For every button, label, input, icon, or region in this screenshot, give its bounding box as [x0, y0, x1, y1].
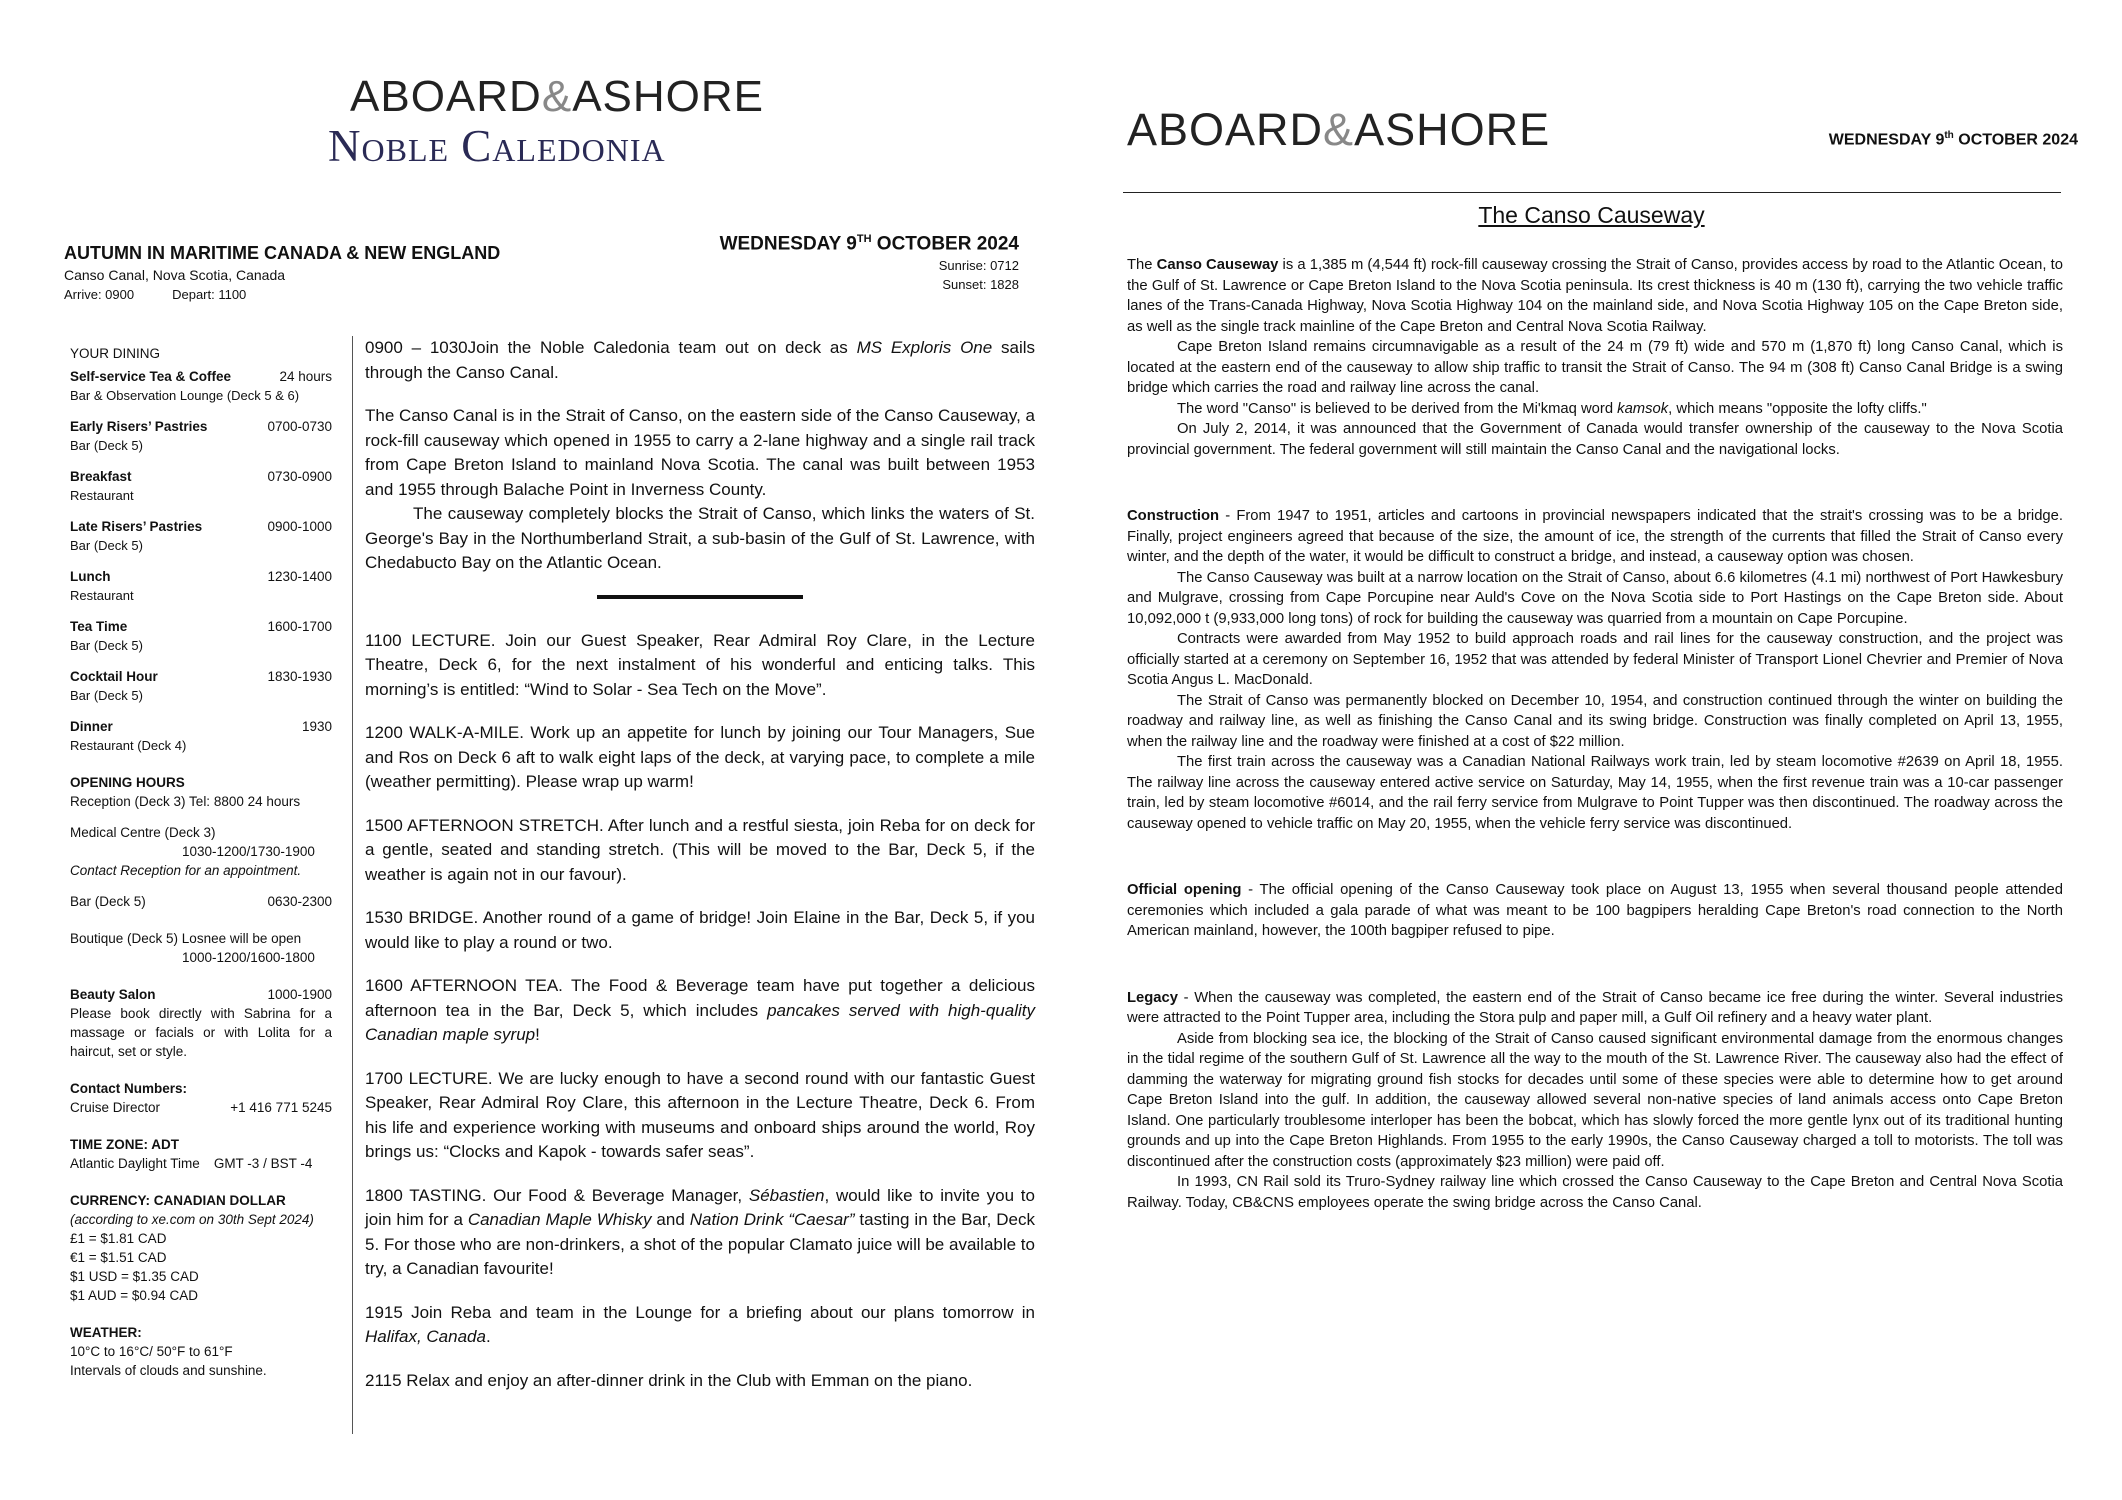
bar-hours: Bar (Deck 5) 0630-2300 — [70, 894, 332, 909]
dining-item: Tea Time 1600-1700 Bar (Deck 5) — [70, 619, 332, 653]
dining-heading: YOUR DINING — [70, 346, 161, 361]
legacy-paragraph: In 1993, CN Rail sold its Truro-Sydney railway line which crossed the Canso Causeway to the Cape Breton and Central Nova Scotia Railway. Today, CB&CNS employees operate the swing bridge across the Canso Canal. — [1127, 1174, 2063, 1211]
medical-centre-hours: Medical Centre (Deck 3) 1030-1200/1730-1900 Contact Reception for an appointment. — [70, 825, 315, 878]
dining-section — [70, 344, 332, 363]
trip-times: Arrive: 0900 Depart: 1100 — [64, 287, 247, 302]
daily-programme — [365, 336, 1035, 1412]
column-divider — [352, 336, 353, 1434]
dining-item: Lunch 1230-1400 Restaurant — [70, 569, 332, 603]
trip-title: AUTUMN IN MARITIME CANADA & NEW ENGLAND — [64, 243, 501, 263]
construction-paragraph: Contracts were awarded from May 1952 to build approach roads and rail lines for the causeway construction, and the project was officially started at a ceremony on September 16, 1952 that was attended by federal Minister of Transport Lionel Chevrier and Premier of Nova Scotia Angus L. MacDonald. — [1127, 631, 2063, 688]
legacy-section: Legacy - When the causeway was completed, the eastern end of the Strait of Canso became ice free during the winter. Several industries were attracted to the Point Tupper area, including the Stora pulp and paper mill, a Gulf Oil refinery and a heavy water plant. — [1127, 989, 2063, 1026]
intro-paragraph: Cape Breton Island remains circumnavigable as a result of the 24 m (79 ft) wide and 570 m (1,870 ft) long Canso Canal, which is located at the eastern end of the causeway to allow ship traffic to transit the Strait of Canso. The 94 m (308 ft) Canso Canal Bridge is a swing bridge which carries the road and railway line across the canal. — [1127, 339, 2063, 396]
sunset-time: Sunset: 1828 — [942, 277, 1019, 292]
reception-hours: Reception (Deck 3) Tel: 8800 24 hours — [70, 794, 301, 809]
construction-section: Construction - From 1947 to 1951, articles and cartoons in provincial newspapers indicated that the strait's crossing was to be a bridge. Finally, project engineers agreed that because of the size, the amount of ice, the strength of the currents that filled the Strait of Canso every winter, and the depth of the water, it would be difficult to construct a bridge, and instead, a causeway option was chosen. — [1127, 508, 2063, 565]
canal-description: The Canso Canal is in the Strait of Canso, on the eastern side of the Canso Causeway, a rock-fill causeway which opened in 1955 to carry a 2-lane highway and a single rail track from Cape Breton Island to mainland Nova Scotia. The canal was built between 1953 and 1955 through Balache Point in Inverness County. — [365, 406, 1035, 499]
dining-item: Breakfast 0730-0900 Restaurant — [70, 469, 332, 503]
official-opening-section: Official opening - The official opening of the Canso Causeway took place on August 13, 1955 when several thousand people attended ceremonies which included a gala parade of what was meant to be 100 bagpipers heralding Cape Breton's road connection to the North American mainland, however, the 100th bagpiper refused to pipe. — [1127, 882, 2063, 939]
legacy-paragraph: Aside from blocking sea ice, the blocking of the Strait of Canso caused significant environmental damage from the enormous changes in the tidal regime of the southern Gulf of St. Lawrence all the way to the mouth of the St. Lawrence River. The causeway also had the effect of damming the waterway for migrating ground fish stocks for decades until some of these species were able to determine how to get around Cape Breton Island into the gulf. In addition, the causeway allowed several non-native species of land animals access onto Cape Breton Island. One particularly troublesome interloper has been the bobcat, which has slowly forced the more gentle lynx out of its traditional hunting grounds and up into the Cape Breton Highlands. From 1955 to the early 1990s, the Canso Causeway charged a toll to motorists. The toll was discontinued after the construction costs (approximately $23 million) were paid off. — [1127, 1030, 2063, 1170]
beauty-salon: Beauty Salon 1000-1900 Please book directly with Sabrina for a massage or facials or with Lolita for a haircut, set or style. — [70, 987, 332, 1059]
info-sidebar — [70, 344, 332, 1392]
article-body — [1127, 255, 2063, 1213]
construction-paragraph: The first train across the causeway was a Canadian National Railways work train, led by steam locomotive #2639 on April 18, 1955. The railway line across the causeway entered active service on Saturday, May 14, 1955, when the first revenue train was a 10-car passenger train, led by steam locomotive #6014, and the rail ferry service from Mulgrave to Point Tupper was then discontinued. The roadway across the causeway opened to vehicle traffic on May 20, 1955, when the vehicle ferry service was discontinued. — [1127, 754, 2063, 832]
header-rule — [1123, 192, 2061, 193]
weather: WEATHER: 10°C to 16°C/ 50°F to 61°F Intervals of clouds and sunshine. — [70, 1325, 267, 1378]
event-1915: 1915 Join Reba and team in the Lounge for a briefing about our plans tomorrow in Halifax, Canada. — [365, 1302, 1035, 1346]
construction-paragraph: The Strait of Canso was permanently blocked on December 10, 1954, and construction continued through the winter on building the roadway and railway line, as well as finishing the Canso Canal and its swing bridge. Construction was finally completed on April 13, 1955, when the railway line and the roadway were finished at a cost of $22 million. — [1127, 692, 2063, 750]
event-sail-canal: 0900 – 1030Join the Noble Caledonia team out on deck as MS Exploris One sails through the Canso Canal. — [365, 338, 1035, 382]
brand-logo-noble-caledonia: Noble Caledonia — [328, 121, 666, 171]
boutique-hours: Boutique (Deck 5) Losnee will be open 1000-1200/1600-1800 — [70, 931, 315, 965]
dining-item: Dinner 1930 Restaurant (Deck 4) — [70, 719, 332, 753]
event-1600: 1600 AFTERNOON TEA. The Food & Beverage team have put together a delicious afternoon tea in the Bar, Deck 5, which includes pancakes served with high-quality Canadian maple syrup! — [365, 976, 1036, 1044]
section-separator — [597, 595, 803, 599]
causeway-description: The causeway completely blocks the Strait of Canso, which links the waters of St. George's Bay in the Northumberland Strait, a sub-basin of the Gulf of St. Lawrence, with Chedabucto Bay on the Atlantic Ocean. — [365, 504, 1035, 572]
dining-item: Self-service Tea & Coffee 24 hours Bar & Observation Lounge (Deck 5 & 6) — [70, 369, 332, 403]
dining-item: Late Risers’ Pastries 0900-1000 Bar (Deck 5) — [70, 519, 332, 553]
page-date: WEDNESDAY 9TH OCTOBER 2024 — [719, 233, 1019, 255]
event-1200: 1200 WALK-A-MILE. Work up an appetite for lunch by joining our Tour Managers, Sue and Ros on Deck 6 aft to walk eight laps of the deck, at varying pace, to complete a mile (weather permitting). Please wrap up warm! — [365, 723, 1035, 791]
currency: CURRENCY: CANADIAN DOLLAR (according to xe.com on 30th Sept 2024) £1 = $1.81 CAD €1 = $1.51 CAD $1 USD = $1.35 CAD $1 AUD = $0.94 CAD — [70, 1193, 314, 1303]
brand-logo-aboard-ashore: ABOARD&ASHORE — [350, 72, 765, 121]
time-zone: TIME ZONE: ADT Atlantic Daylight Time GMT -3 / BST -4 — [70, 1137, 313, 1171]
construction-paragraph: The Canso Causeway was built at a narrow location on the Strait of Canso, about 6.6 kilometres (4.1 mi) northwest of Port Hawkesbury and Mulgrave, crossing from Cape Porcupine near Auld's Cove on the Nova Scotia side to Port Hastings on the Cape Breton side. About 10,092,000 t (9,933,000 long tons) of rock for building the causeway was quarried from a mountain on Cape Porcupine. — [1127, 569, 2063, 627]
page-date: WEDNESDAY 9th OCTOBER 2024 — [1828, 130, 2078, 149]
dining-item: Early Risers’ Pastries 0700-0730 Bar (Deck 5) — [70, 419, 332, 453]
sunrise-time: Sunrise: 0712 — [938, 258, 1019, 273]
event-2115: 2115 Relax and enjoy an after-dinner drink in the Club with Emman on the piano. — [365, 1370, 973, 1390]
event-1800: 1800 TASTING. Our Food & Beverage Manager, Sébastien, would like to invite you to join him for a Canadian Maple Whisky and Nation Drink “Caesar” tasting in the Bar, Deck 5. For those who are non-drinkers, a shot of the popular Clamato juice will be available to try, a Canadian favourite! — [365, 1185, 1036, 1278]
opening-hours-section: OPENING HOURS Reception (Deck 3) Tel: 8800 24 hours — [70, 773, 332, 811]
trip-location: Canso Canal, Nova Scotia, Canada — [64, 267, 286, 283]
intro-paragraph: The Canso Causeway is a 1,385 m (4,544 ft) rock-fill causeway crossing the Strait of Canso, provides access by road to the Atlantic Ocean, to the Gulf of St. Lawrence or Cape Breton Island to the Nova Scotia peninsula. Its crest thickness is 40 m (130 ft), carrying the two vehicle traffic lanes of the Trans-Canada Highway, Nova Scotia Highway 104 on the mainland side, and Nova Scotia Highway 105 on the Cape Breton side, as well as the single track mainline of the Cape Breton and Central Nova Scotia Railway. — [1127, 257, 2063, 335]
event-1500: 1500 AFTERNOON STRETCH. After lunch and a restful siesta, join Reba for on deck for a gentle, seated and standing stretch. (This will be moved to the Bar, Deck 5, if the weather is again not in our favour). — [365, 815, 1035, 884]
dining-item: Cocktail Hour 1830-1930 Bar (Deck 5) — [70, 669, 332, 703]
intro-paragraph: On July 2, 2014, it was announced that the Government of Canada would transfer ownership of the causeway to the Nova Scotia provincial government. The federal government will still maintain the Canso Canal and the navigational locks. — [1127, 421, 2063, 458]
intro-paragraph: The word "Canso" is believed to be derived from the Mi'kmaq word kamsok, which means "opposite the lofty cliffs." — [1177, 400, 1927, 417]
event-1700: 1700 LECTURE. We are lucky enough to have a second round with our fantastic Guest Speaker, Rear Admiral Roy Clare, this afternoon in the Lecture Theatre, Deck 6. From his life and experience working with museums and onboard ships around the world, Roy brings us: “Clocks and Kapok - towards safer seas”. — [365, 1068, 1036, 1161]
article-title: The Canso Causeway — [1478, 202, 1705, 228]
brand-logo-aboard-ashore: ABOARD&ASHORE — [1127, 104, 1551, 155]
right-page — [1061, 0, 2122, 1500]
contact-numbers: Contact Numbers: Cruise Director +1 416 771 5245 — [70, 1081, 332, 1115]
event-1530: 1530 BRIDGE. Another round of a game of bridge! Join Elaine in the Bar, Deck 5, if you would like to play a round or two. — [365, 908, 1036, 952]
event-1100: 1100 LECTURE. Join our Guest Speaker, Rear Admiral Roy Clare, in the Lecture Theatre, Deck 6, for the next instalment of his wonderful and enticing talks. This morning’s is entitled: “Wind to Solar - Sea Tech on the Move”. — [365, 630, 1035, 699]
